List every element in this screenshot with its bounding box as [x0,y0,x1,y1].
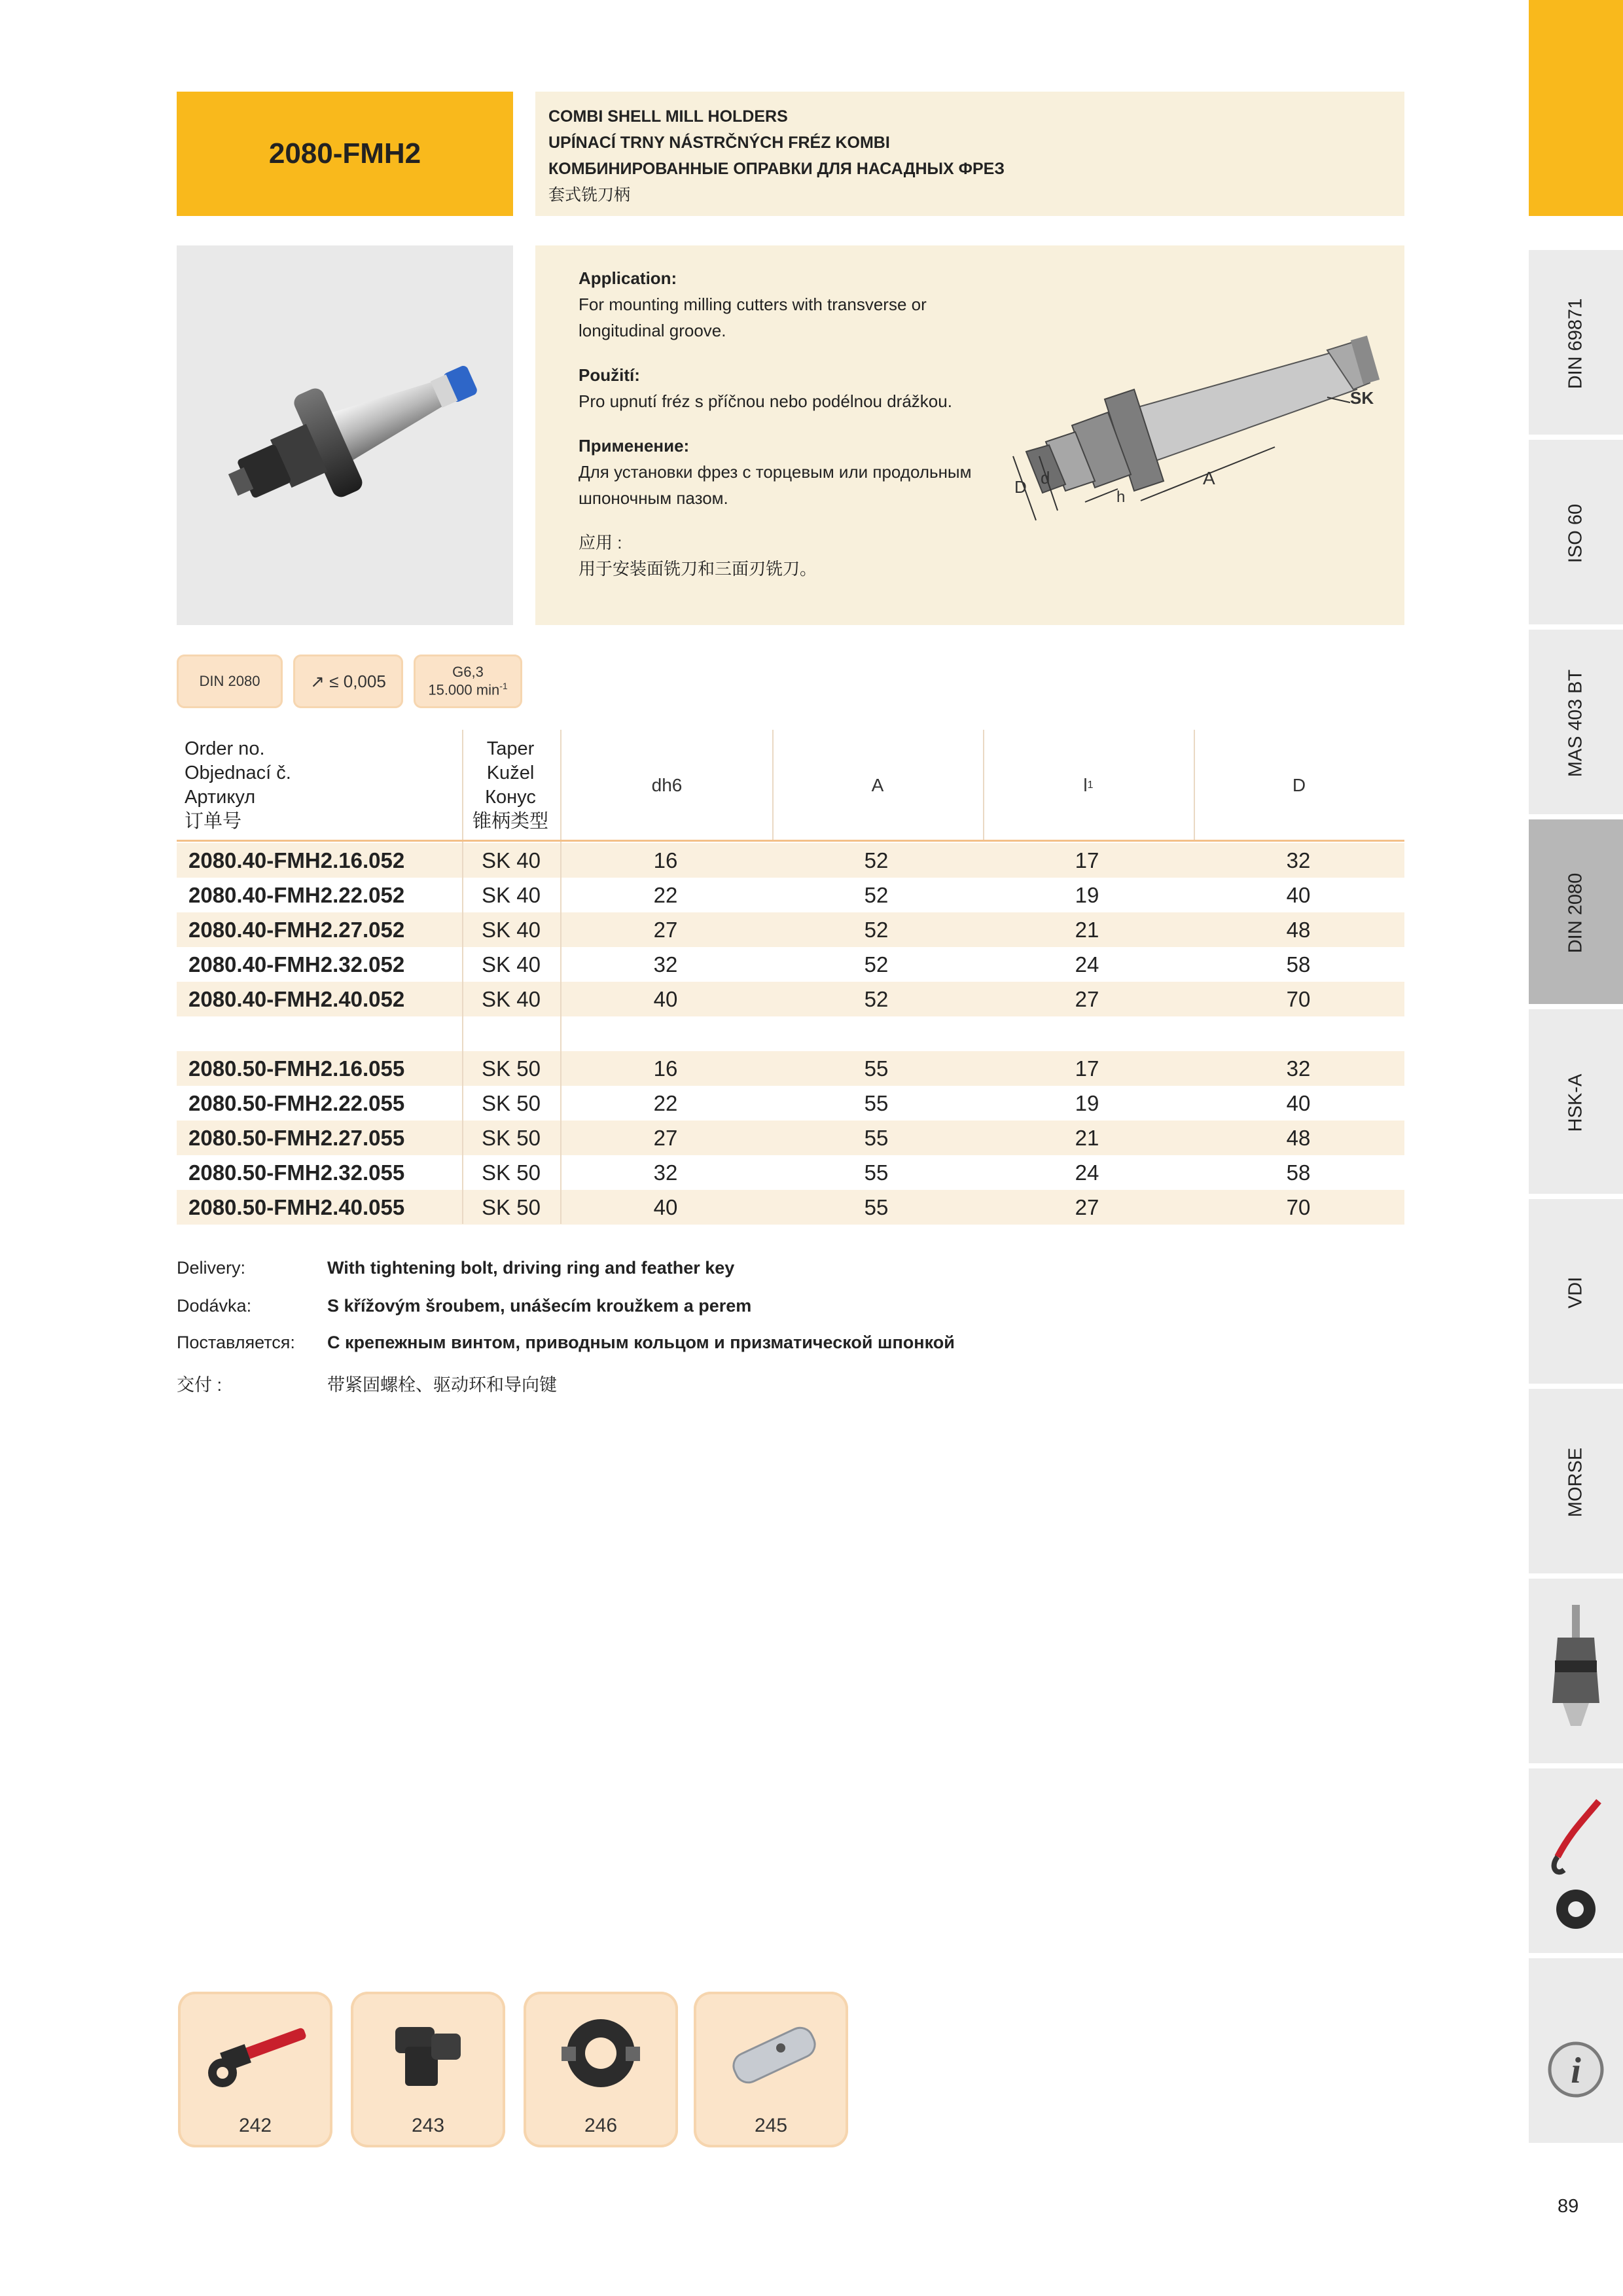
cell-d [1192,1016,1404,1051]
cell-d: 70 [1286,987,1311,1011]
tab-din-69871[interactable] [1529,247,1623,435]
cell-a: 55 [864,1160,889,1185]
accessory-page-246: 246 [584,2115,618,2136]
delivery-label-en: Delivery: [177,1258,246,1278]
product-code-box [177,92,513,216]
accessory-page-243: 243 [411,2115,445,2136]
tab-mas-403-bt[interactable] [1529,627,1623,814]
tab-wrench-nut[interactable] [1529,1766,1623,1953]
tab-vdi[interactable] [1529,1196,1623,1384]
delivery-value-cz: S křížovým šroubem, unášecím kroužkem a perem [327,1296,752,1316]
drawing-label-sk: SK [1350,388,1374,408]
table-row [177,982,1404,1016]
cell-l1: 24 [1075,952,1099,977]
cell-order: 2080.40-FMH2.16.052 [188,848,405,872]
title-ru: КОМБИНИРОВАННЫЕ ОПРАВКИ ДЛЯ НАСАДНЫХ ФРЕЗ [548,160,1005,178]
cell-d: 58 [1286,952,1311,977]
cell-dh6: 27 [653,918,678,942]
d-header: D [1292,775,1306,795]
tab-drill-chuck[interactable] [1529,1576,1623,1763]
delivery-label-ru: Поставляется: [177,1333,295,1352]
cell-d: 40 [1286,883,1311,907]
table-row [177,843,1404,878]
delivery-value-zh: 带紧固螺栓、驱动环和导向键 [327,1375,557,1395]
cell-a [771,1016,982,1051]
order-no-header [185,730,459,841]
cell-taper: SK 40 [482,883,541,907]
order-header-cz: Objednací č. [185,762,291,783]
cell-dh6: 32 [653,952,678,977]
column-divider [560,730,562,1224]
table-row [177,878,1404,912]
cell-order: 2080.50-FMH2.16.055 [188,1056,405,1081]
tab-label: DIN 2080 [1565,872,1586,954]
taper-header-zh: 锥柄类型 [472,811,548,832]
delivery-value-en: With tightening bolt, driving ring and feather key [327,1258,735,1278]
tab-morse[interactable] [1529,1386,1623,1573]
cell-taper: SK 40 [482,848,541,872]
order-header-zh: 订单号 [185,811,242,832]
drawing-label-h: h [1116,488,1126,506]
drill-chuck-icon [1543,1605,1609,1742]
accessory-link-wrench[interactable] [178,1992,332,2147]
table-row [177,912,1404,947]
column-divider [983,730,984,841]
l1-header [983,730,1194,841]
cell-dh6: 27 [653,1126,678,1150]
runout-arrow-icon: ↗ [310,671,325,691]
order-header-en: Order no. [185,738,265,759]
tab-label: DIN 69871 [1565,298,1586,389]
cell-order: 2080.40-FMH2.22.052 [188,883,405,907]
cell-a: 52 [864,952,889,977]
cell-dh6: 22 [653,883,678,907]
balance-grade: G6,3 [452,664,484,681]
balance-speed: 15.000 min [428,681,500,698]
cell-taper: SK 40 [482,918,541,942]
cell-dh6: 22 [653,1091,678,1115]
drawing-label-d-upper: D [1014,477,1027,497]
balance-speed-exponent: -1 [499,681,508,692]
title-cz: UPÍNACÍ TRNY NÁSTRČNÝCH FRÉZ KOMBI [548,134,890,152]
cell-a: 52 [864,987,889,1011]
accessory-link-driving-ring[interactable] [524,1992,678,2147]
cell-a: 55 [864,1056,889,1081]
tab-label: MAS 403 BT [1565,669,1586,778]
cell-taper: SK 50 [482,1195,541,1219]
page-number: 89 [1558,2196,1579,2217]
cell-dh6: 40 [653,1195,678,1219]
application-text-ru: Для установки фрез с торцевым или продольным шпоночным пазом. [579,462,972,508]
taper-header-ru: Конус [485,787,536,808]
product-photo [177,245,513,625]
application-label-ru: Применение: [579,436,690,456]
cell-l1: 19 [1075,883,1099,907]
cell-order [177,1016,462,1051]
accessory-page-242: 242 [238,2115,272,2136]
cell-d: 40 [1286,1091,1311,1115]
cell-a: 55 [864,1091,889,1115]
cell-a: 52 [864,918,889,942]
table-header [177,730,1404,841]
application-text [579,265,997,600]
table-row [177,1155,1404,1190]
cell-dh6: 40 [653,987,678,1011]
dh6-header: dh6 [651,775,683,795]
application-label-en: Application: [579,268,677,288]
application-text-zh: 用于安装面铣刀和三面刃铣刀。 [579,559,817,579]
tab-label: HSK-A [1565,1073,1586,1132]
cell-l1: 21 [1075,1126,1099,1150]
accessory-link-feather-key[interactable] [694,1992,848,2147]
tab-label: VDI [1565,1276,1586,1309]
cell-order: 2080.50-FMH2.40.055 [188,1195,405,1219]
feather-key-icon [712,2007,830,2106]
product-code: 2080-FMH2 [268,137,421,170]
cell-a: 52 [864,883,889,907]
cell-d: 70 [1286,1195,1311,1219]
tool-holder-photo-icon [177,245,513,625]
l1-header-sub: 1 [1087,780,1094,791]
cell-d: 32 [1286,848,1311,872]
svg-text:i: i [1571,2051,1581,2091]
cell-d: 58 [1286,1160,1311,1185]
delivery-value-ru: С крепежным винтом, приводным кольцом и призматической шпонкой [327,1333,955,1352]
table-row [177,1121,1404,1155]
standard-badge-text: DIN 2080 [199,673,260,689]
l1-header-main: l [1083,775,1088,795]
cell-a: 55 [864,1195,889,1219]
table-row [177,1016,1404,1051]
taper-header-en: Taper [486,738,535,759]
title-zh: 套式铣刀柄 [548,186,631,204]
taper-header [462,730,559,841]
balance-badge [414,655,522,708]
table-row [177,1086,1404,1121]
wrench-nut-icon [1543,1795,1609,1932]
application-label-zh: 应用 : [579,533,622,552]
cell-l1: 21 [1075,918,1099,942]
cell-dh6 [560,1016,771,1051]
cell-d: 48 [1286,1126,1311,1150]
drawing-label-d-lower: d [1041,468,1050,488]
table-row [177,1051,1404,1086]
application-text-cz: Pro upnutí fréz s příčnou nebo podélnou drážkou. [579,391,952,411]
cell-order: 2080.50-FMH2.22.055 [188,1091,405,1115]
tab-din-2080[interactable] [1529,817,1623,1004]
product-title-box [535,92,1404,216]
runout-badge [293,655,403,708]
cell-d: 48 [1286,918,1311,942]
cell-l1: 17 [1075,1056,1099,1081]
runout-value: ≤ 0,005 [329,671,386,691]
cell-a: 55 [864,1126,889,1150]
cell-taper: SK 40 [482,952,541,977]
cell-taper: SK 50 [482,1091,541,1115]
a-header: A [871,775,884,795]
cell-taper: SK 50 [482,1160,541,1185]
cell-taper: SK 50 [482,1056,541,1081]
order-header-ru: Артикул [185,787,256,808]
technical-drawing [1000,285,1393,592]
table-row [177,947,1404,982]
bolt-icon [369,2007,487,2106]
standard-badge [177,655,283,708]
application-text-en: For mounting milling cutters with transverse or longitudinal groove. [579,295,927,340]
tab-label: ISO 60 [1565,503,1586,564]
accessory-link-bolt[interactable] [351,1992,505,2147]
wrench-icon [196,2007,314,2106]
tab-info[interactable] [1529,1956,1623,2143]
cell-taper [462,1016,560,1051]
header-rule [177,840,1404,842]
drawing-label-a: A [1203,468,1215,488]
tab-iso-60[interactable] [1529,437,1623,624]
delivery-label-zh: 交付 : [177,1375,223,1395]
delivery-label-cz: Dodávka: [177,1296,252,1316]
application-label-cz: Použití: [579,365,640,385]
cell-a: 52 [864,848,889,872]
info-icon [1543,1984,1609,2122]
driving-ring-icon [542,2007,660,2106]
cell-order: 2080.50-FMH2.27.055 [188,1126,405,1150]
cell-l1: 17 [1075,848,1099,872]
side-accent-bar [1529,0,1623,216]
cell-dh6: 32 [653,1160,678,1185]
tab-hsk-a[interactable] [1529,1007,1623,1194]
title-en: COMBI SHELL MILL HOLDERS [548,107,788,126]
application-panel [535,245,1404,625]
cell-l1: 24 [1075,1160,1099,1185]
table-row [177,1190,1404,1225]
cell-taper: SK 40 [482,987,541,1011]
cell-order: 2080.40-FMH2.40.052 [188,987,405,1011]
taper-header-cz: Kužel [486,762,535,783]
cell-dh6: 16 [653,848,678,872]
cell-order: 2080.40-FMH2.27.052 [188,918,405,942]
cell-dh6: 16 [653,1056,678,1081]
cell-d: 32 [1286,1056,1311,1081]
column-divider [1194,730,1195,841]
cell-l1: 27 [1075,987,1099,1011]
cell-l1: 19 [1075,1091,1099,1115]
cell-taper: SK 50 [482,1126,541,1150]
cell-l1: 27 [1075,1195,1099,1219]
column-divider [462,730,463,1224]
tab-label: MORSE [1565,1447,1586,1518]
cell-order: 2080.50-FMH2.32.055 [188,1160,405,1185]
column-divider [772,730,774,841]
accessory-page-245: 245 [754,2115,788,2136]
cell-l1 [982,1016,1192,1051]
cell-order: 2080.40-FMH2.32.052 [188,952,405,977]
